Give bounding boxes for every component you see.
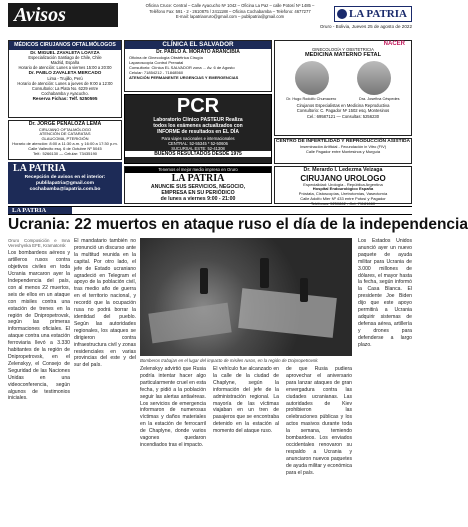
ad-phone: Teléfonos: 5250862 - Cel. 71181660 — [310, 201, 376, 207]
photo-figure — [200, 268, 208, 294]
section-bar — [8, 206, 412, 215]
doctor-photos — [281, 61, 405, 95]
doctor-name: Dr. MIGUEL ZAVALETA LOAYZA — [30, 49, 100, 55]
article-text: Los Estados Unidos anunció ayer un nuevo paquete de ayuda militar para Ucrania de 3.000 millones de dólares, el mayor hasta la fecha, según informó la Casa Blanca. El presidente Joe Biden dijo que este apoyo permitirá a Ucrania adquirir sistemas de defensa aérea, artillería y drones para defenderse a largo plazo. — [358, 238, 412, 348]
ad-line: Calle Adolfo Mier Nº 433 entre Potosí y Pagador — [300, 196, 386, 202]
photo-figure — [260, 258, 269, 288]
office-line: E-mail: lapatriaoruro@gmail.com – publipatria@gmail.com — [175, 14, 285, 19]
ad-line: Horario de atención: Lunes a viernes 15:00 a 20:00 — [18, 65, 112, 71]
ad-line: Consultorio: C. Pagador Nº 1502 esq. Montesinos — [296, 108, 390, 114]
ad-line: Horario de atención: Lunes a jueves de 9:00 a 12:00 — [17, 81, 113, 87]
ad-line: EMPRESA EN SU PERIÓDICO — [161, 189, 235, 196]
ad-dr-jorge — [8, 120, 122, 160]
ad-logo-text: LA PATRIA — [171, 172, 225, 184]
ad-line: Laboratorio Clínico PASTEUR Realiza — [153, 117, 243, 123]
doctor-name: Dr. PABLO A. MORATO ARANCIBIA — [156, 48, 240, 55]
ad-title: CENTRO DE INFERTILIDAD Y REPRODUCCIÓN ASISTIDA — [275, 139, 411, 144]
ad-subtitle: CIRUJANO UROLOGO — [300, 173, 386, 183]
photo-figure — [300, 278, 308, 302]
ad-brand: NACER — [383, 41, 405, 47]
ad-la-patria-anuncie — [124, 166, 272, 204]
article-column-2 — [74, 238, 136, 520]
ad-line: Madrid, España — [50, 60, 80, 66]
ad-phone: Reserva Fichas: Telf. 5250595 — [32, 96, 98, 102]
ad-line: de lunes a viernes 9:00 - 21:00 — [160, 196, 236, 202]
ad-laboratorio-pasteur — [124, 94, 272, 164]
ad-line: Oficina de Ginecología Obstétrica Cirugía — [129, 55, 203, 60]
article-column-3 — [140, 366, 206, 521]
article-text: de que Rusia pudiera aprovechar el aniversario para lanzar ataques de gran envergadura contra las ciudades ucranianas. Las autoridades de Kiev prohibieron las celebraciones públicas y los actos masivos durante toda la semana, temiendo bombardeos. Los enviados occidentales renovaron su respaldo a Ucrania y anunciaron nuevos paquetes de ayuda militar y económica para el país. — [286, 366, 352, 476]
office-info — [125, 3, 335, 20]
ad-line: Horario de atención: 8:00 a 11:30 a.m. y 16:00 a 17:30 p.m. — [12, 141, 118, 147]
photo-caption: Bomberos trabajan en el lugar del impacto de misiles rusos, en la región de Dnipropetrovsk. — [140, 358, 319, 363]
ad-line: Cochabamba y Ayacucho. — [41, 91, 89, 97]
ad-title: CLÍNICA EL SALVADOR — [125, 41, 271, 49]
ad-line: Consultorio: Clínica EL SALVADOR zona ... Av. 6 de Agosto — [129, 65, 235, 70]
ad-title: MÉDICOS CIRUJANOS OFTALMÓLOGOS — [9, 41, 121, 50]
ad-line: Especialidad: Urología - República Argentina — [303, 181, 383, 187]
section-title: Avisos — [8, 3, 118, 27]
article-text: Los bombardeos aéreos y artilleros rusos contra objetivos civiles en toda Ucrania marcaron ayer la Independencia del país, con al menos 22 muertos, seis de ellos en un ataque con misiles contra una estación de trenes en la región de Dnipropetrovsk, según las primeras informaciones oficiales. El ataque contra una estación ferroviaria llevó a 3.330 habitantes de la región de Dnipropetrovsk, en el Zelenskyy, el Consejo de Seguridad de las Naciones Unidas en una videoconferencia, según algunos de testimonios iniciales. — [8, 250, 70, 402]
ad-line: GINECOLOGÍA Y OBSTETRICIA — [312, 47, 374, 52]
doctor-name: Dr. PABLO ZAVALETA MERCADO — [28, 70, 102, 76]
ad-line: ATENCIÓN PERMANENTE URGENCIAS Y EMERGENCIAS — [129, 75, 239, 80]
ad-line: INFORME de resultados en EL DÍA — [157, 129, 239, 136]
ad-email: publilapatria@gmail.com — [35, 181, 95, 186]
doctor-photo — [357, 61, 391, 95]
ad-line: Recepción de avisos en el interior: — [24, 175, 106, 180]
ad-line: Celular: 71854212 - 71848560 — [129, 70, 184, 75]
page-header — [0, 0, 420, 38]
article-column-6 — [358, 238, 412, 520]
ad-line: ATENCIÓN DE CATARATAS — [39, 131, 91, 137]
ad-headline: PCR — [176, 95, 220, 117]
ad-phone: Cel.: 69587121 — Consultas: 5256230 — [306, 113, 380, 119]
ad-line: Inseminación Artificial - Fecundación in Vitro (FIV) — [300, 144, 386, 149]
ad-line: Hospital Endourológico España — [312, 186, 374, 192]
ad-subtitle: CIRUJANO OFTALMÓLOGO — [38, 126, 92, 132]
ad-line: Telf.: 5266130 — Celular: 73435190 — [32, 151, 98, 157]
ad-phone: CENTRAL: 52-55345 * 52-50606 — [168, 140, 228, 146]
ad-email: cochabamba@lapatria.com.bo — [29, 187, 101, 192]
office-line: Teléfono Fax: 591 - 2 - 2610875 / 2411188 – Oficina Cochabamba – Telefono: 4677277 — [149, 8, 311, 14]
ad-line: Para viajes nacionales e internacionales — [161, 135, 235, 141]
ad-line: ANUNCIE SUS SERVICIOS, NEGOCIO, — [150, 183, 246, 190]
doctor-name: Dr. Merardo I. Ledezma Veizaga — [303, 167, 383, 173]
article-headline: Ucrania: 22 muertos en ataque ruso el día de la independencia — [8, 216, 468, 233]
photo-debris — [238, 288, 337, 338]
article-text: El mandatario también no pronunció un discurso ante la multitud reunida en la capital. Por otro lado, el jefe de Estado ucraniano agradeció en Telegram el apoyo de la población civil, tras medio año de guerra en el territorio nacional, y recordó que la ocupación rusa no podrá borrar la identidad del pueblo. Según las autoridades regionales, los ataques se dirigieron contra infraestructura civil y zonas residenciales en varias provincias del este y del sur del país. — [74, 238, 136, 369]
ad-clinica-el-salvador — [124, 40, 272, 92]
doctor-name: Dra. Josefina Céspedes — [359, 97, 400, 102]
ad-dr-merardo — [274, 166, 412, 207]
article-photo — [140, 238, 352, 356]
article-byline: Oruro Composición e Inna Vereshynka EFE, Kramatorsk — [8, 238, 70, 249]
ad-topbar: Tenemos el mejor medio impreso en Oruro — [125, 167, 271, 173]
doctor-name: Dr. JORGE PEÑALOZA LEMA — [28, 121, 102, 127]
ad-line: Cirujanos Especialistas en Medicina Reproductiva — [296, 102, 390, 108]
ad-title: MEDICINA MATERNO FETAL — [304, 52, 382, 59]
ad-line: Consultorio: La Plata No. 6229 entre — [31, 86, 99, 92]
ad-line: Calle Vallecito esq. 6 de Octubre Nº 5045 — [28, 146, 102, 152]
article-column-5 — [286, 366, 352, 521]
doctor-name: Dr. Hugo Rodolfo Chumacero — [286, 97, 337, 102]
issue-date: Oruro - Bolivia, Jueves 25 de agosto de 2022 — [319, 24, 412, 29]
ad-line: Próstata, Cistoscopías, Uretrotomías, Vasectomía — [298, 191, 388, 197]
ad-medicos-oftalmologos — [8, 40, 122, 118]
doctor-photo — [295, 61, 329, 95]
ad-logo-text: LA PATRIA — [13, 163, 66, 174]
ad-phone: SUCURSAL ESTE: 52-41308 — [171, 145, 225, 151]
newspaper-logo — [334, 6, 412, 22]
logo-text: LA PATRIA — [349, 8, 407, 20]
ad-line: Lima - Trujillo, Perú — [47, 75, 83, 81]
article-column-4 — [213, 366, 279, 521]
ad-la-patria-recepcion — [8, 162, 122, 204]
article-text: El vehículo fue alcanzado en la calle de la ciudad de Chaplyne, según la información del jefe de la administración regional. La mayoría de las víctimas viajaban en un tren de pasajeros que se encontraba detenido en la estación al momento del ataque ruso. — [213, 366, 279, 435]
ad-ginecologia — [274, 40, 412, 136]
logo-icon — [337, 9, 347, 19]
ad-line: GLAUCOMA, PTERIGIÓN — [41, 136, 89, 142]
photo-debris — [148, 303, 231, 344]
article-column-1 — [8, 238, 70, 520]
ad-line: todos los exámenes actualizados con — [153, 123, 243, 130]
ad-centro-infertilidad — [274, 138, 412, 164]
ad-tagline: BUENOS RESULTADOS DESDE 1975 — [125, 151, 271, 157]
section-label: LA PATRIA — [8, 207, 72, 214]
ad-line: Especialización Santiago de Chile, Chile — [28, 55, 102, 61]
article-text: Zelenskyy advirtió que Rusia podría intentar hacer algo particularmente cruel en esta fecha, y pidió a la población seguir las alertas antiaéreas. Los servicios de emergencia informaron de numerosas víctimas y daños materiales en la estación de ferrocarril de Chaplyne, donde varios vagones quedaron incendiados tras el impacto. — [140, 366, 206, 448]
ad-line: Calle Pagador entre Montesinos y Murguía — [306, 148, 380, 154]
office-line: Oficina Cruce: Central – Calle Ayacucho Nº 1042 – Oficina La Paz – calle Potosí Nº 1485 – — [145, 3, 315, 8]
ad-line: Laparoscopía Control Prenatal — [129, 60, 184, 65]
